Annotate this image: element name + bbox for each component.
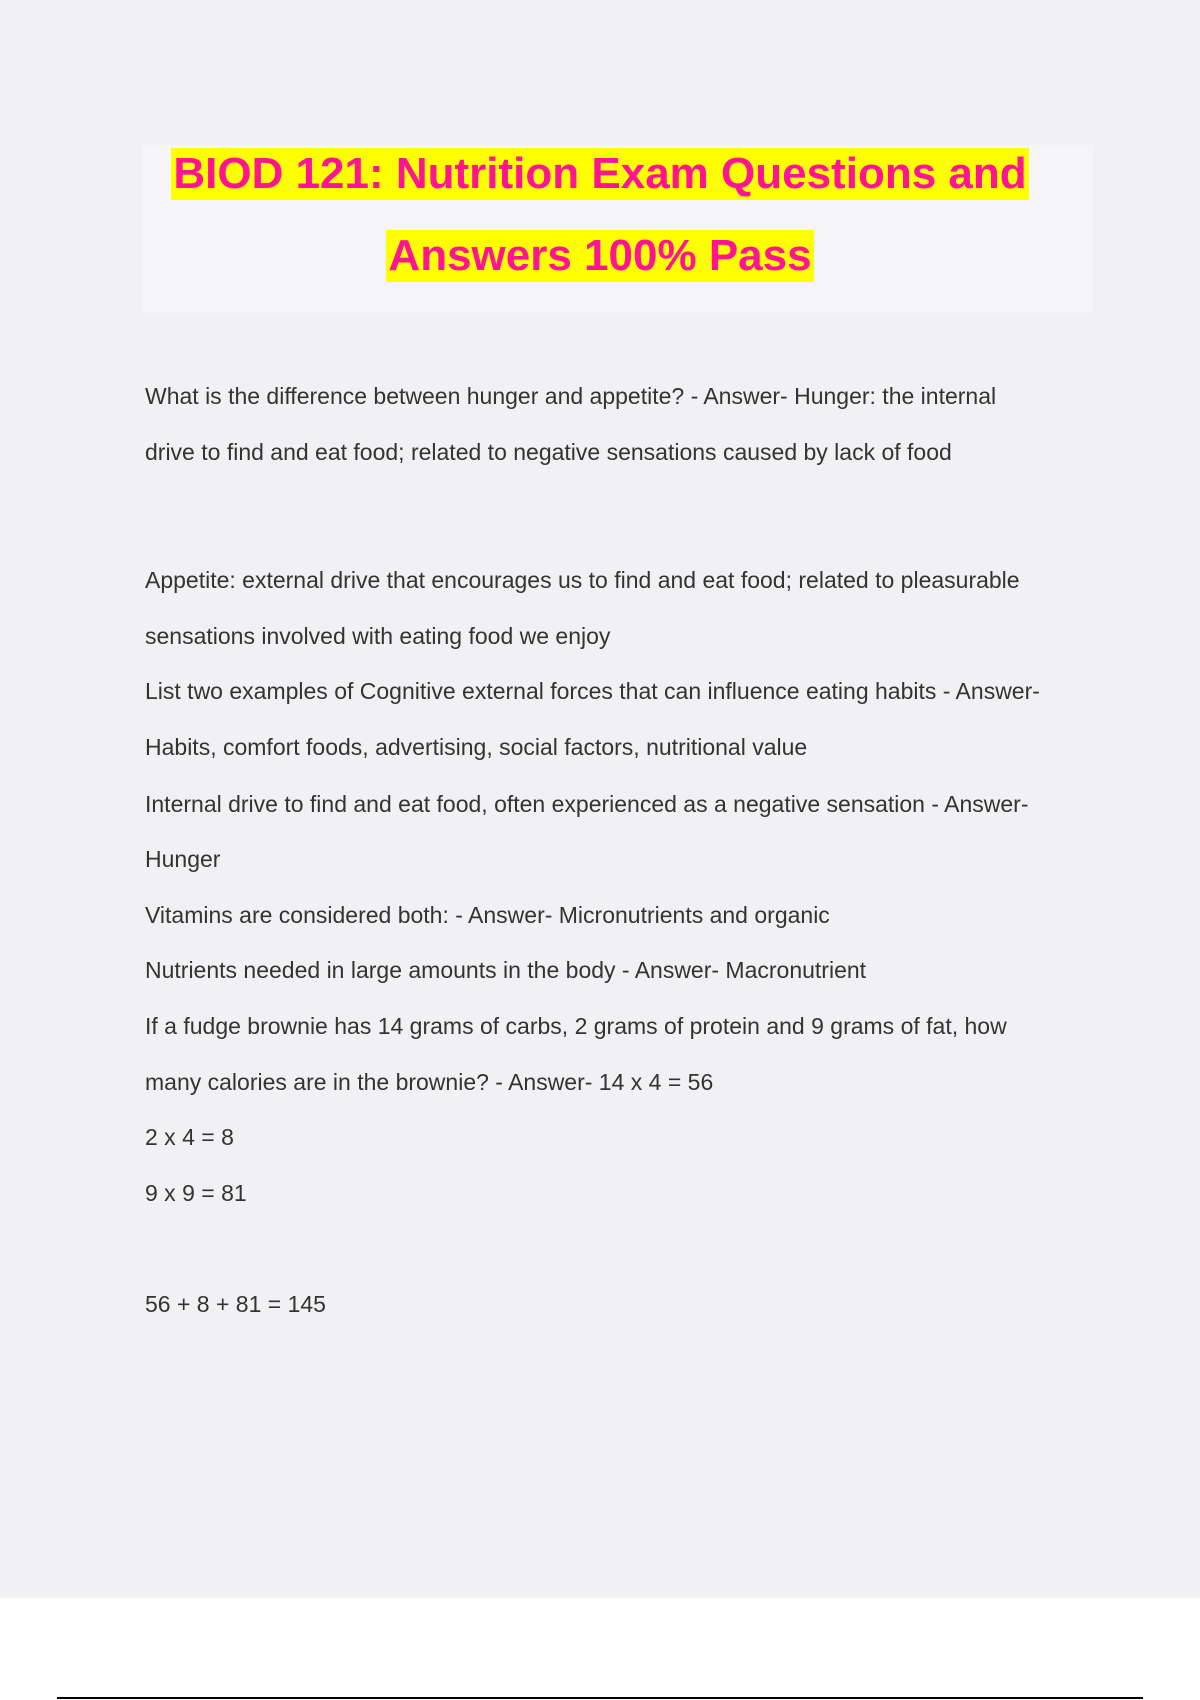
text-line: 56 + 8 + 81 = 145: [145, 1291, 326, 1317]
text-line: drive to find and eat food; related to negative sensations caused by lack of food: [145, 439, 952, 465]
title-line-2-wrap: [0, 230, 1200, 282]
document-title-line-2: Answers 100% Pass: [388, 231, 812, 280]
text-line: 2 x 4 = 8: [145, 1124, 234, 1150]
footer-divider: [57, 1697, 1143, 1699]
text-line: If a fudge brownie has 14 grams of carbs, 2 grams of protein and 9 grams of fat, how: [145, 1013, 1007, 1039]
text-line: Internal drive to find and eat food, often experienced as a negative sensation - Answer-: [145, 791, 1029, 817]
text-line: sensations involved with eating food we enjoy: [145, 623, 611, 649]
text-line: Vitamins are considered both: - Answer- Micronutrients and organic: [145, 902, 830, 928]
text-line: many calories are in the brownie? - Answer- 14 x 4 = 56: [145, 1069, 714, 1095]
text-line: Appetite: external drive that encourages us to find and eat food; related to pleasurable: [145, 567, 1020, 593]
text-line: 9 x 9 = 81: [145, 1180, 247, 1206]
text-line: Nutrients needed in large amounts in the body - Answer- Macronutrient: [145, 957, 867, 983]
text-line: List two examples of Cognitive external forces that can influence eating habits - Answer-: [145, 678, 1040, 704]
text-line: Habits, comfort foods, advertising, social factors, nutritional value: [145, 734, 808, 760]
document-title-line-1: BIOD 121: Nutrition Exam Questions and: [173, 149, 1027, 198]
page-footer: [0, 1598, 1200, 1700]
text-line: Hunger: [145, 846, 221, 872]
text-line: What is the difference between hunger and appetite? - Answer- Hunger: the internal: [145, 383, 997, 409]
title-line-1-wrap: [0, 148, 1200, 200]
